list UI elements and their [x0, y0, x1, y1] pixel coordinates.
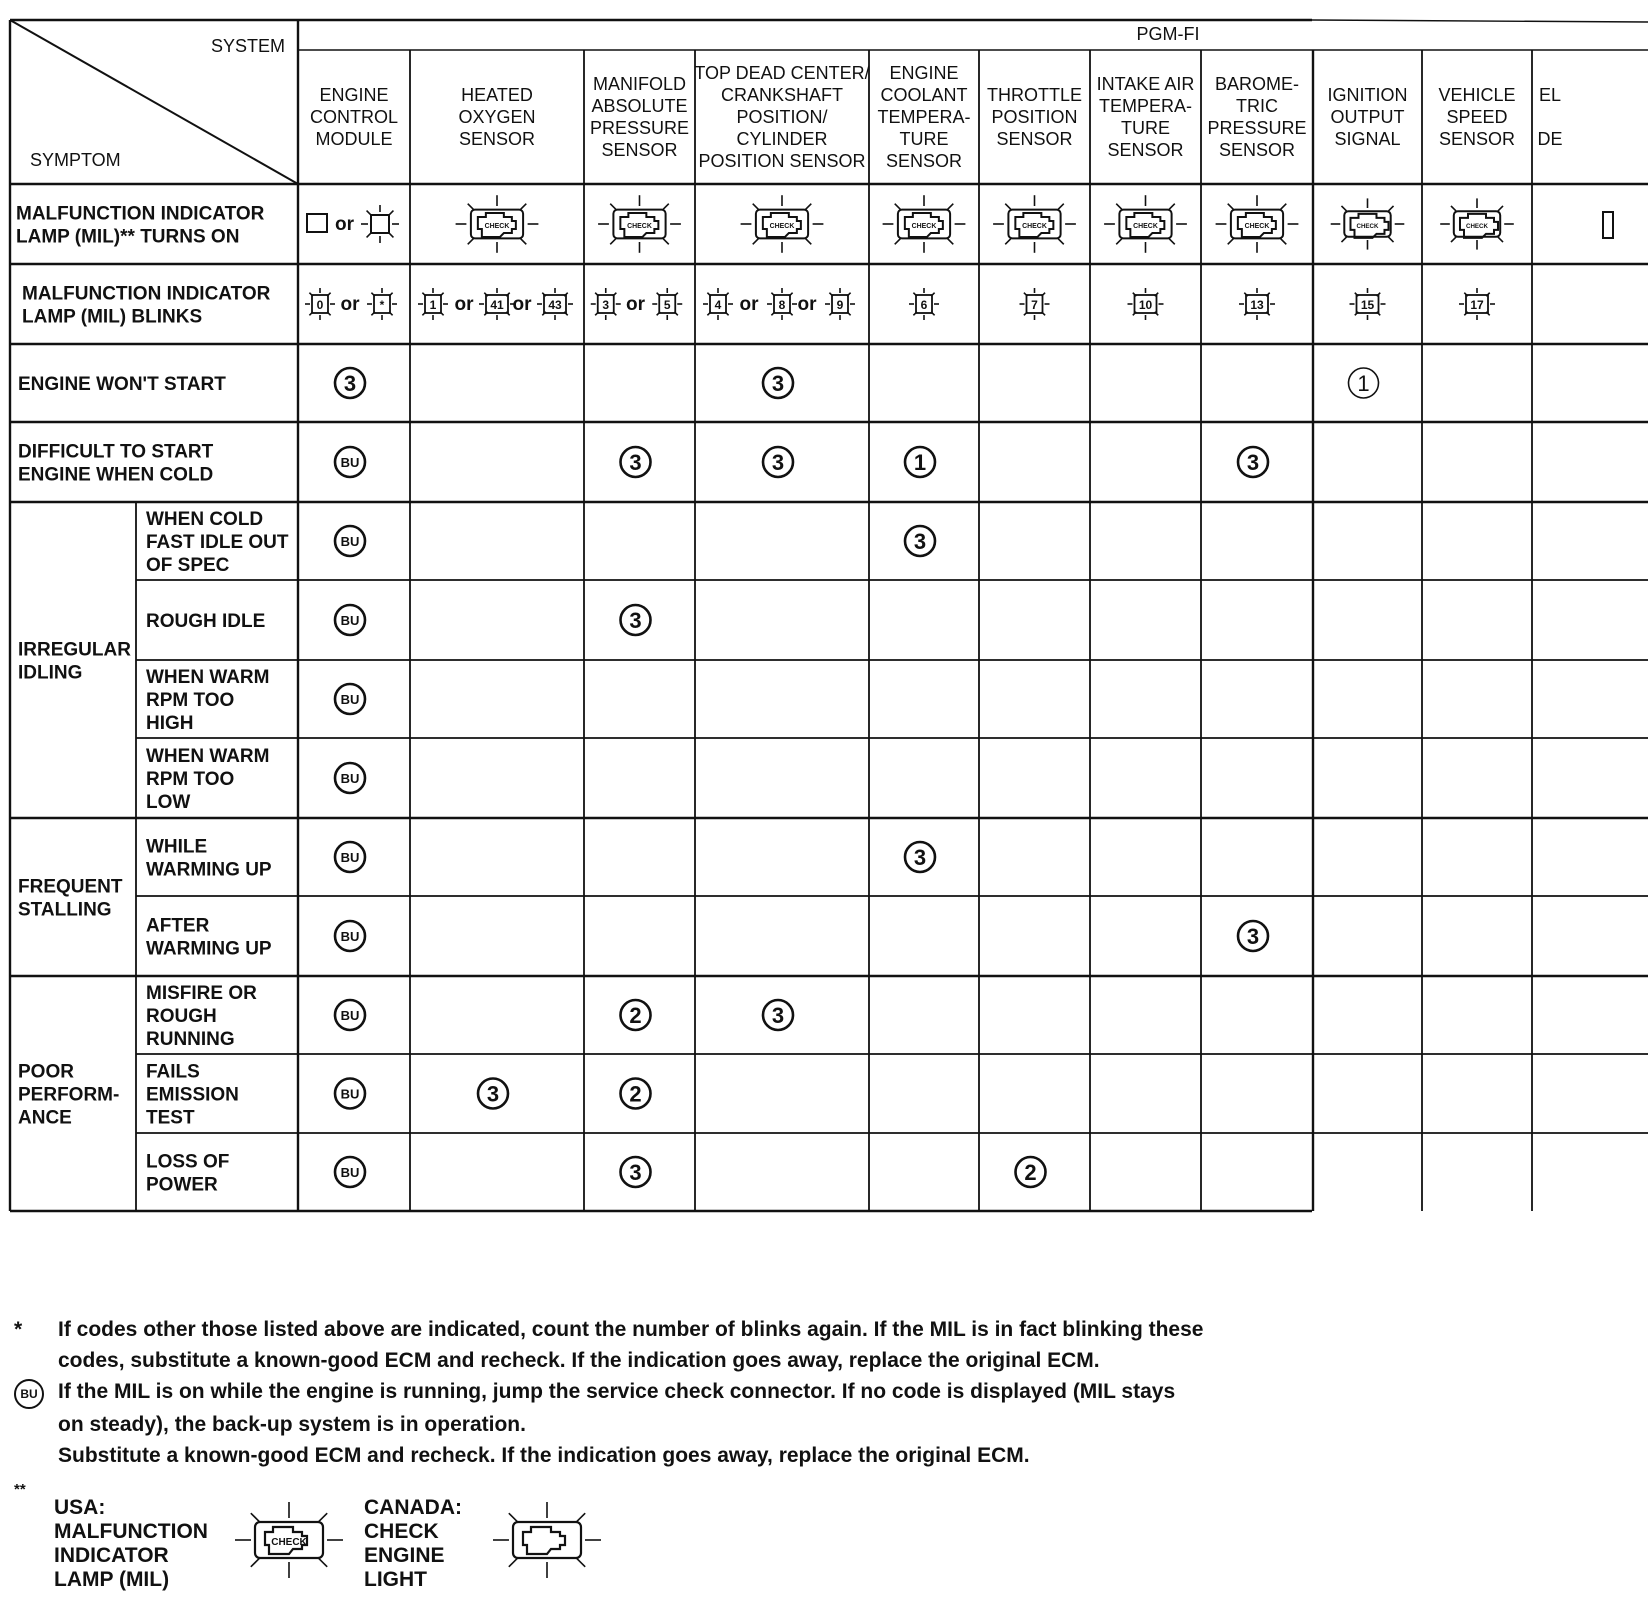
symptom-label	[146, 667, 269, 734]
lamp-label: CHECK	[1356, 223, 1379, 230]
symptom-group-label-line: PERFORM-	[18, 1084, 120, 1106]
symptom-group-label-line: IDLING	[18, 662, 83, 684]
footnote-star-text-2: codes, substitute a known-good ECM and recheck. If the indication goes away, replace the original ECM.	[58, 1349, 1100, 1372]
column-header	[987, 85, 1082, 149]
symptom-label-line: FAILS	[146, 1061, 200, 1083]
footnote-bu-text-1: If the MIL is on while the engine is running, jump the service check connector. If no code is displayed (MIL stays	[58, 1380, 1176, 1403]
column-header-line: PRESSURE	[1207, 118, 1307, 138]
footnote-bu-text-3: Substitute a known-good ECM and recheck. If the indication goes away, replace the original ECM.	[58, 1444, 1030, 1467]
legend-usa: USA: MALFUNCTION INDICATOR LAMP (MIL)	[54, 1496, 208, 1591]
symptom-label	[146, 1152, 229, 1196]
symptom-label	[146, 509, 289, 576]
column-header	[1438, 85, 1515, 149]
backup-mode-mark: BU	[340, 613, 360, 628]
column-header-line: SIGNAL	[1334, 129, 1401, 149]
symptom-label	[18, 374, 226, 395]
column-header-line: PRESSURE	[589, 118, 690, 138]
symptom-label-line: MISFIRE OR	[146, 983, 257, 1004]
lamp-label: CHECK	[1022, 223, 1047, 230]
column-header	[1207, 74, 1306, 160]
mil-blinks-label-line: LAMP (MIL) BLINKS	[22, 306, 203, 328]
check-engine-lamp-icon	[598, 195, 681, 253]
symptom-label	[146, 746, 269, 813]
lamp-legend	[14, 1482, 714, 1602]
column-header-line: TOP DEAD CENTER/	[694, 63, 870, 83]
backup-mode-mark: BU	[340, 1086, 360, 1102]
column-header-line: COOLANT	[880, 85, 968, 105]
lamp-label: CHECK	[484, 223, 510, 230]
or-label: or	[512, 294, 532, 315]
symptom-label-line: WARMING UP	[146, 859, 272, 881]
table-border-top-right	[1312, 20, 1648, 22]
column-header-line: SENSOR	[1107, 140, 1184, 160]
footnote-star	[14, 1314, 1394, 1345]
blink-code: 10	[1138, 298, 1153, 312]
symptom-label-line: OF SPEC	[146, 555, 230, 576]
blink-code: 7	[1031, 298, 1038, 312]
symptom-group-label-line: FREQUENT	[18, 876, 123, 898]
symptom-label-line: LOW	[146, 792, 191, 813]
blink-code: 43	[548, 298, 562, 312]
rating-value: 3	[771, 450, 785, 475]
column-header-line: TEMPERA-	[1098, 96, 1193, 116]
backup-mode-mark: BU	[340, 771, 360, 786]
column-header-line: SENSOR	[1218, 140, 1296, 160]
lamp-label: CHECK	[911, 223, 937, 230]
legend-mark: **	[14, 1481, 26, 1498]
column-header-line: CYLINDER	[736, 129, 828, 149]
column-header-line: SENSOR	[1438, 129, 1516, 149]
blink-code: 15	[1360, 298, 1375, 312]
lamp-label: CHECK	[769, 223, 795, 230]
column-header-line: SENSOR	[885, 151, 963, 171]
symptom-label	[146, 1062, 239, 1129]
rating-value: 3	[771, 1003, 785, 1028]
blink-code: 9	[836, 298, 844, 312]
column-header-line: THROTTLE	[986, 85, 1083, 105]
footnote-star-mark: *	[14, 1318, 23, 1341]
or-label: or	[739, 294, 759, 315]
column-header-line: EL	[1538, 85, 1562, 105]
column-header-line: INTAKE AIR	[1096, 74, 1195, 94]
symptom-group-label	[18, 640, 131, 684]
column-header-line: POSITION	[991, 107, 1078, 127]
column-header-line: MODULE	[315, 129, 393, 149]
check-engine-lamp-icon	[993, 195, 1076, 253]
symptom-label-line: ENGINE WON'T START	[18, 374, 226, 395]
column-header-line: OXYGEN	[458, 107, 536, 127]
blink-code: 1	[429, 298, 437, 312]
column-header-line: TRIC	[1236, 96, 1278, 116]
column-header-line: ENGINE	[319, 85, 389, 105]
lamp-ray	[367, 232, 372, 237]
rating-value: 3	[913, 529, 927, 554]
mil-blinks-label	[22, 284, 271, 328]
column-header	[458, 85, 535, 149]
symptom-label-line: RPM TOO	[146, 690, 235, 711]
footnotes	[14, 1314, 1394, 1471]
backup-mode-mark: BU	[340, 534, 360, 549]
column-header-line: IGNITION	[1327, 85, 1408, 105]
symptom-group-label-line: IRREGULAR	[18, 639, 131, 661]
symptom-label-line: FAST IDLE OUT	[146, 532, 289, 553]
backup-mode-mark: BU	[340, 929, 360, 944]
symptom-label	[146, 837, 272, 881]
check-engine-lamp-icon	[456, 195, 539, 253]
blink-code: 0	[316, 298, 324, 312]
check-engine-lamp-icon	[1216, 195, 1299, 253]
check-engine-lamp-icon	[1104, 195, 1187, 253]
symptom-label-line: ROUGH IDLE	[146, 611, 266, 632]
symptom-label-line: TEST	[146, 1107, 195, 1129]
column-header-line: CONTROL	[309, 107, 399, 127]
blink-code: 17	[1470, 298, 1484, 312]
or-label: or	[340, 294, 360, 315]
column-header-line: SPEED	[1446, 107, 1508, 127]
check-engine-lamp-icon	[224, 1496, 354, 1592]
column-header	[877, 63, 970, 171]
pgm-fi-label: PGM-FI	[1136, 24, 1200, 44]
backup-mode-mark: BU	[340, 455, 360, 470]
rating-value: 3	[1246, 450, 1260, 475]
column-header-line: ABSOLUTE	[591, 96, 688, 116]
rating-value: 1	[1357, 371, 1370, 396]
rating-value: 3	[629, 1160, 642, 1185]
lamp-ray	[388, 211, 393, 216]
symptom-label	[146, 611, 265, 632]
symptom-label	[18, 442, 214, 486]
lamp-label: CHECK	[627, 223, 652, 230]
symptom-group-label	[18, 877, 123, 921]
lamp-label: CHECK	[271, 1537, 307, 1548]
symptom-label-line: LOSS OF	[146, 1151, 230, 1173]
symptom-label	[146, 983, 257, 1050]
check-engine-lamp-icon	[1440, 198, 1514, 249]
or-label: or	[454, 294, 474, 315]
symptom-label-line: HIGH	[146, 713, 194, 734]
engine-lamp-icon	[482, 1496, 612, 1592]
rating-value: 2	[1024, 1160, 1037, 1185]
lamp-ray	[367, 211, 372, 216]
check-engine-lamp-icon	[1331, 198, 1405, 249]
symptom-group-label	[18, 1062, 119, 1129]
column-header-line: POSITION SENSOR	[698, 151, 866, 171]
symptom-group-label-line: STALLING	[18, 899, 112, 921]
backup-mode-mark: BU	[340, 850, 360, 865]
lamp-label: CHECK	[1244, 223, 1270, 230]
column-header-line: HEATED	[461, 85, 533, 105]
rating-value: 3	[913, 845, 927, 870]
column-header	[590, 74, 689, 160]
rating-value: 3	[486, 1081, 500, 1107]
mil-blinks-label-line: MALFUNCTION INDICATOR	[22, 283, 271, 305]
check-engine-lamp-icon	[741, 195, 824, 253]
column-header-line: OUTPUT	[1330, 107, 1405, 127]
backup-mode-icon: BU	[14, 1379, 44, 1409]
rating-value: 3	[629, 608, 642, 633]
symptom-label-line: WHILE	[146, 836, 208, 858]
rating-value: 3	[771, 371, 785, 396]
blink-code: 6	[920, 298, 928, 312]
symptom-group-label-line: POOR	[18, 1061, 74, 1083]
symptom-group-label-line: ANCE	[18, 1107, 72, 1129]
blink-code: 5	[663, 298, 671, 312]
lamp-label: CHECK	[1466, 223, 1488, 230]
or-label: or	[626, 294, 645, 315]
legend-canada: CANADA: CHECK ENGINE LIGHT	[364, 1496, 462, 1591]
check-engine-lamp-icon	[883, 195, 966, 253]
or-label: or	[335, 214, 354, 235]
symptom-label-line: DIFFICULT TO START	[18, 441, 214, 463]
column-header-line: BAROME-	[1214, 74, 1300, 94]
column-header	[1537, 85, 1562, 149]
lamp-on-box	[371, 215, 389, 233]
rating-value: 2	[629, 1003, 642, 1028]
symptom-label-line: EMISSION	[146, 1084, 239, 1106]
mil-on-label-line: MALFUNCTION INDICATOR	[16, 203, 265, 225]
blink-code: 3	[602, 298, 610, 312]
symptom-label-line: WHEN WARM	[146, 667, 270, 688]
column-header-line: SENSOR	[458, 129, 536, 149]
footnote-bu-text-2: on steady), the back-up system is in operation.	[58, 1413, 526, 1436]
column-header-line: TURE	[899, 129, 949, 149]
column-header-line: DE	[1537, 129, 1563, 149]
backup-mode-mark: BU	[340, 692, 360, 707]
lamp-off-box	[307, 214, 327, 232]
column-header-line: POSITION/	[736, 107, 828, 127]
mil-on-label	[16, 204, 265, 248]
backup-mode-mark: BU	[340, 1008, 360, 1023]
column-header-line: SENSOR	[601, 140, 678, 160]
symptom-label-line: WARMING UP	[146, 938, 272, 960]
system-label: SYSTEM	[210, 36, 285, 56]
rating-value: 3	[1246, 924, 1260, 949]
symptom-label-line: RPM TOO	[146, 769, 235, 790]
rating-value: 3	[343, 371, 357, 396]
lamp-frame-partial	[1603, 212, 1613, 238]
footnote-bu	[14, 1376, 1394, 1409]
lamp-ray	[388, 232, 393, 237]
symptom-label-line: WHEN WARM	[146, 746, 270, 767]
blink-code: *	[379, 298, 385, 312]
column-header-line: VEHICLE	[1438, 85, 1516, 105]
column-header-line: SENSOR	[996, 129, 1073, 149]
or-label: or	[797, 294, 817, 315]
blink-code: 8	[778, 298, 786, 312]
blink-code: 13	[1250, 298, 1264, 312]
symptom-label: SYMPTOM	[30, 150, 121, 170]
rating-value: 2	[629, 1081, 642, 1107]
symptom-label-line: ROUGH	[146, 1006, 217, 1027]
column-header	[1328, 85, 1408, 149]
column-header-line: TEMPERA-	[877, 107, 971, 127]
column-header	[1097, 74, 1195, 160]
lamp-label: CHECK	[1133, 223, 1158, 230]
column-header-line: MANIFOLD	[592, 74, 687, 94]
symptom-label-line: RUNNING	[146, 1029, 235, 1050]
backup-mode-mark: BU	[340, 1165, 360, 1180]
column-header-line: ENGINE	[889, 63, 959, 83]
column-header-line: CRANKSHAFT	[720, 85, 844, 105]
symptom-label-line: WHEN COLD	[146, 509, 264, 530]
rating-value: 1	[913, 450, 927, 475]
blink-code: 4	[714, 298, 722, 312]
column-header	[694, 63, 869, 171]
column-header	[310, 85, 398, 149]
symptom-label-line: AFTER	[146, 915, 210, 937]
column-header-line: TURE	[1121, 118, 1170, 138]
rating-value: 3	[629, 450, 642, 475]
symptom-label-line: ENGINE WHEN COLD	[18, 464, 214, 486]
footnote-star-text-1: If codes other those listed above are indicated, count the number of blinks again. If the MIL is in fact blinking these	[58, 1318, 1204, 1341]
blink-code: 41	[490, 298, 504, 312]
mil-on-label-line: LAMP (MIL)** TURNS ON	[16, 226, 240, 248]
symptom-label-line: POWER	[146, 1174, 218, 1196]
symptom-label	[146, 916, 272, 960]
